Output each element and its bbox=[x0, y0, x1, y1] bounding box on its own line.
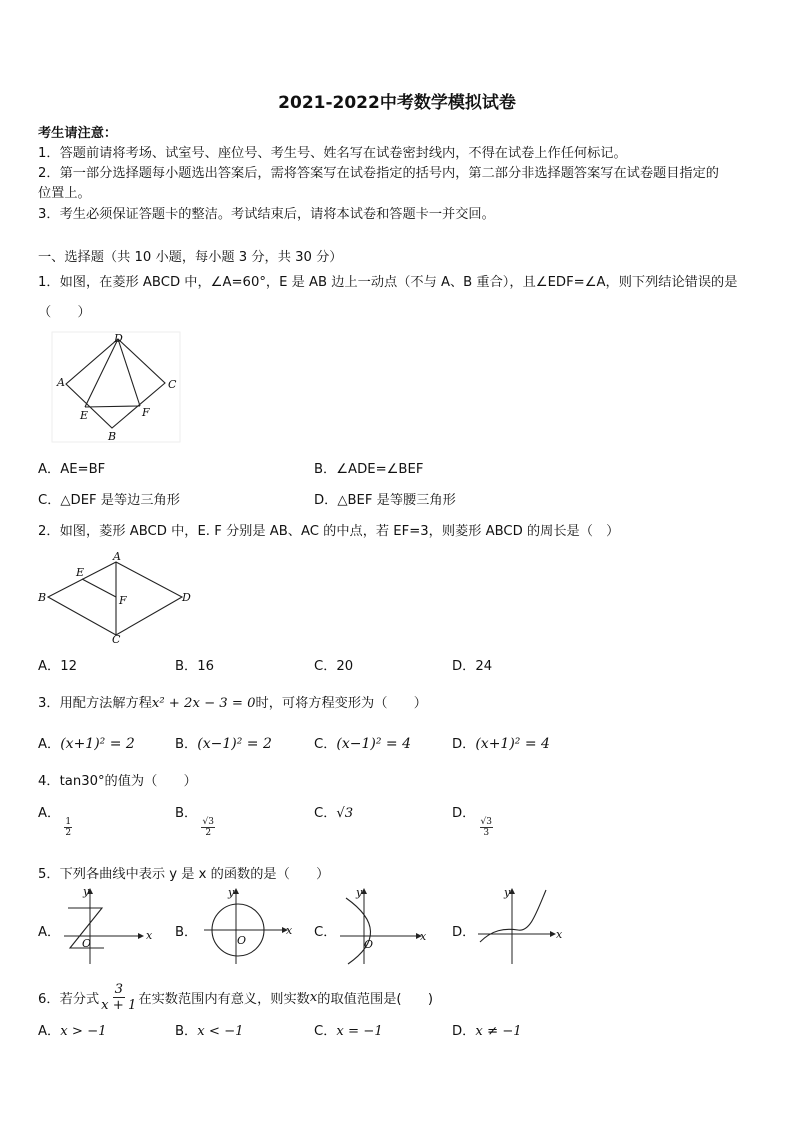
q5-graph-a bbox=[58, 884, 153, 966]
q2-label-b: B bbox=[38, 591, 47, 604]
svg-text:x: x bbox=[556, 928, 563, 941]
section-heading: 一、选择题（共 10 小题，每小题 3 分，共 30 分） bbox=[38, 250, 343, 265]
q5-graph-b bbox=[198, 884, 293, 966]
q6-stem: 6．若分式 $\frac{3}{x + 1}$ 在实数范围内有意义，则实数 x 的取值范围是( ) bbox=[38, 981, 434, 1013]
q5-option-c-label: C． bbox=[314, 925, 337, 940]
q3-option-d: D．(x+1)² = 4 bbox=[452, 736, 550, 752]
notice-item-1: 1．答题前请将考场、试室号、座位号、考生号、姓名写在试卷密封线内，不得在试卷上作任何标记。 bbox=[38, 146, 627, 161]
q2-option-d: D．24 bbox=[452, 659, 493, 674]
q2-label-c: C bbox=[112, 633, 121, 646]
svg-text:x: x bbox=[420, 930, 427, 943]
q1-option-b: B．∠ADE=∠BEF bbox=[314, 462, 424, 477]
q2-option-a: A．12 bbox=[38, 659, 77, 674]
q2-option-b: B．16 bbox=[175, 659, 215, 674]
notice-item-3: 3．考生必须保证答题卡的整洁。考试结束后，请将本试卷和答题卡一并交回。 bbox=[38, 207, 495, 222]
q1-paren: （ ） bbox=[38, 305, 91, 320]
q4-option-b: B． $\frac{√3}{2}$ bbox=[175, 806, 214, 838]
q5-stem: 5．下列各曲线中表示 y 是 x 的函数的是（ ） bbox=[38, 867, 330, 882]
q3-option-a: A．(x+1)² = 2 bbox=[38, 736, 135, 752]
q2-label-d: D bbox=[182, 591, 191, 604]
q5-graph-c bbox=[334, 884, 429, 966]
svg-text:O: O bbox=[82, 937, 92, 950]
svg-text:x: x bbox=[286, 924, 293, 937]
q1-option-d: D．△BEF 是等腰三角形 bbox=[314, 493, 456, 508]
svg-text:y: y bbox=[228, 886, 235, 899]
q2-option-c: C．20 bbox=[314, 659, 354, 674]
q1-label-a: A bbox=[57, 376, 65, 389]
q6-option-a: A．x > −1 bbox=[38, 1024, 107, 1039]
q2-rhombus-figure bbox=[34, 549, 199, 645]
q1-rhombus-figure bbox=[50, 330, 185, 445]
notice-heading: 考生请注意： bbox=[38, 126, 118, 141]
q3-stem bbox=[38, 692, 427, 711]
q3-option-b: B．(x−1)² = 2 bbox=[175, 736, 272, 752]
q1-option-a: A．AE=BF bbox=[38, 462, 106, 477]
q4-option-a: A． $\frac{1}{2}$ bbox=[38, 806, 72, 838]
q5-option-d-label: D． bbox=[452, 925, 476, 940]
q1-stem: 1．如图，在菱形 ABCD 中，∠A=60°，E 是 AB 边上一动点（不与 A、B 重合），且∠EDF=∠A，则下列结论错误的是 bbox=[38, 275, 738, 290]
notice-item-2: 2．第一部分选择题每小题选出答案后，需将答案写在试卷指定的括号内，第二部分非选择题答案写在试卷题目指定的 bbox=[38, 166, 719, 181]
q6-frac-den: x + 1 bbox=[101, 997, 137, 1013]
svg-text:y: y bbox=[504, 886, 511, 899]
q4-stem: 4．tan30°的值为（ ） bbox=[38, 774, 197, 789]
q2-label-e: E bbox=[76, 566, 85, 579]
q6-frac-num: 3 bbox=[114, 981, 123, 997]
q3-stem-pre: 3．用配方法解方程 bbox=[38, 696, 152, 711]
q1-option-c: C．△DEF 是等边三角形 bbox=[38, 493, 180, 508]
q2-stem: 2．如图，菱形 ABCD 中，E. F 分别是 AB、AC 的中点，若 EF=3，则菱形 ABCD 的周长是（ ） bbox=[38, 524, 620, 539]
svg-text:x: x bbox=[146, 929, 153, 942]
q1-label-b: B bbox=[108, 430, 117, 443]
q6-option-c: C．x = −1 bbox=[314, 1024, 383, 1039]
q1-label-f: F bbox=[142, 406, 150, 419]
svg-text:O: O bbox=[237, 934, 247, 947]
q5-option-a-label: A． bbox=[38, 925, 61, 940]
page-title: 2021-2022中考数学模拟试卷 bbox=[278, 93, 516, 113]
q5-graph-d bbox=[472, 884, 567, 966]
q5-option-b-label: B． bbox=[175, 925, 198, 940]
q6-option-b: B．x < −1 bbox=[175, 1024, 244, 1039]
q6-option-d: D．x ≠ −1 bbox=[452, 1024, 522, 1039]
q4-option-c: C．√3 bbox=[314, 806, 354, 821]
svg-text:y: y bbox=[356, 886, 363, 899]
q3-option-c: C．(x−1)² = 4 bbox=[314, 736, 412, 752]
q1-label-d: D bbox=[114, 332, 123, 345]
q2-label-f: F bbox=[119, 594, 127, 607]
q2-label-a: A bbox=[113, 550, 121, 563]
q4-option-d: D． $\frac{√3}{3}$ bbox=[452, 806, 493, 838]
svg-text:O: O bbox=[364, 938, 374, 951]
q3-equation: x² + 2x − 3 = 0 bbox=[151, 696, 256, 711]
notice-item-2-cont: 位置上。 bbox=[38, 186, 91, 201]
q1-label-e: E bbox=[80, 409, 89, 422]
q3-stem-post: 时，可将方程变形为（ ） bbox=[255, 696, 427, 711]
svg-text:y: y bbox=[83, 885, 90, 898]
q1-label-c: C bbox=[168, 378, 177, 391]
